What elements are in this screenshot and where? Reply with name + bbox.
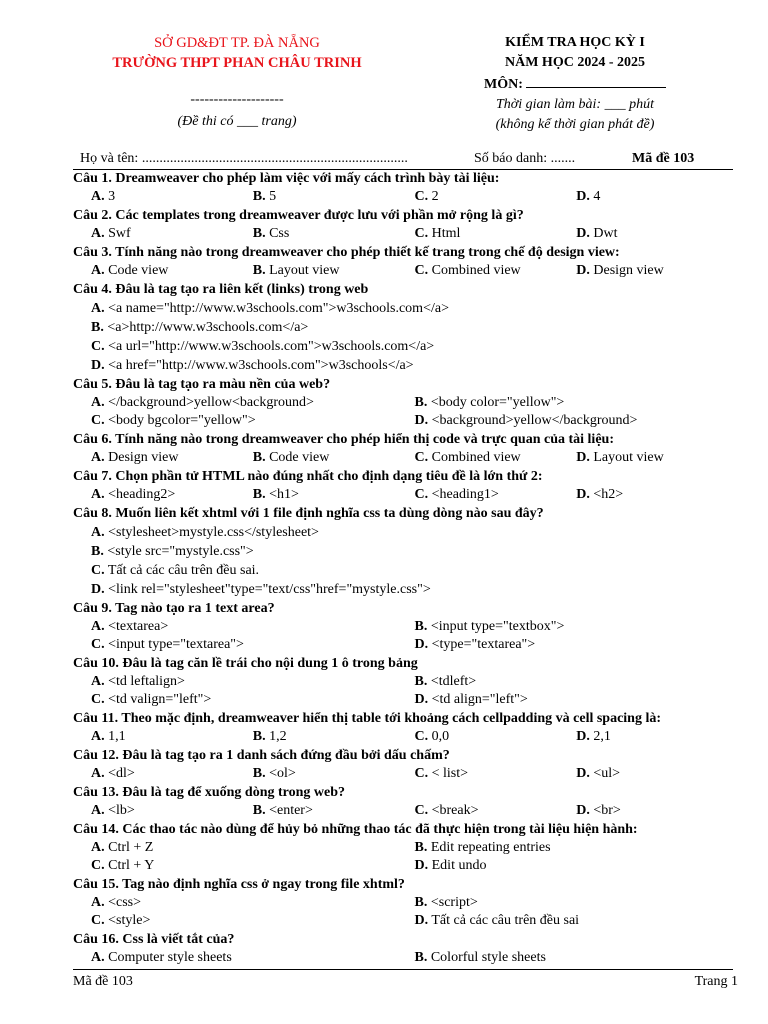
- answer-option: [91, 412, 415, 430]
- option-row: [73, 299, 738, 318]
- question-title: Câu 3. Tính năng nào trong dreamweaver cho phép thiết kế trang trong chế độ design view:: [73, 245, 620, 260]
- option-text: <input type="textarea">: [104, 637, 244, 652]
- option-text: 2,1: [589, 729, 611, 744]
- answer-option: [415, 912, 739, 930]
- question-2: [73, 207, 738, 243]
- option-letter: C.: [91, 858, 105, 873]
- option-letter: D.: [576, 803, 590, 818]
- question-16: [73, 931, 738, 967]
- option-letter: D.: [576, 729, 590, 744]
- option-letter: A.: [91, 674, 105, 689]
- answer-option: [415, 857, 739, 875]
- question-14: [73, 821, 738, 875]
- option-letter: C.: [91, 339, 105, 354]
- option-text: <break>: [428, 803, 479, 818]
- option-text: Design view: [589, 263, 664, 278]
- question-9: [73, 600, 738, 654]
- answer-option: [415, 802, 577, 820]
- option-letter: D.: [91, 582, 105, 597]
- option-row: [73, 318, 738, 337]
- option-letter: B.: [252, 189, 266, 204]
- option-text: 3: [104, 189, 116, 204]
- option-text: 5: [265, 189, 277, 204]
- header-right: [440, 33, 710, 135]
- option-letter: A.: [91, 619, 105, 634]
- answer-option: [91, 188, 253, 206]
- answer-option: [415, 691, 739, 709]
- answer-option: [91, 912, 415, 930]
- answer-option: [253, 765, 415, 783]
- answer-option: [576, 802, 738, 820]
- option-letter: D.: [414, 858, 429, 873]
- option-letter: B.: [91, 544, 104, 559]
- answer-option: [253, 262, 415, 280]
- answer-option: [415, 486, 577, 504]
- option-letter: D.: [576, 263, 590, 278]
- answer-option: [415, 449, 577, 467]
- option-row: [73, 486, 738, 504]
- question-title: Câu 9. Tag nào tạo ra 1 text area?: [73, 601, 275, 616]
- department-name: SỞ GD&ĐT TP. ĐÀ NẴNG: [154, 35, 320, 51]
- footer-divider: [73, 969, 733, 970]
- option-text: <type="textarea">: [428, 637, 536, 652]
- answer-option: [415, 728, 577, 746]
- question-13: [73, 784, 738, 820]
- option-text: Swf: [104, 226, 131, 241]
- option-row: [73, 912, 738, 930]
- option-text: <h2>: [589, 487, 624, 502]
- option-text: <td valign="left">: [104, 692, 212, 707]
- option-row: [73, 636, 738, 654]
- option-text: </background>yellow<background>: [104, 395, 314, 410]
- option-letter: A.: [91, 487, 105, 502]
- option-text: <link rel="stylesheet"type="text/css"href="mystyle.css">: [104, 582, 431, 597]
- option-letter: B.: [252, 450, 266, 465]
- option-letter: A.: [91, 729, 105, 744]
- option-letter: C.: [91, 692, 105, 707]
- option-text: <background>yellow</background>: [428, 413, 638, 428]
- header-left: [82, 33, 392, 132]
- option-letter: B.: [252, 487, 266, 502]
- option-letter: D.: [414, 413, 429, 428]
- option-letter: A.: [91, 226, 105, 241]
- option-letter: B.: [414, 895, 428, 910]
- footer-exam-code: Mã đề 103: [73, 974, 133, 989]
- answer-option: [576, 225, 738, 243]
- answer-option: [91, 857, 415, 875]
- answer-option: [91, 394, 415, 412]
- answer-option: [91, 618, 415, 636]
- option-text: Html: [428, 226, 461, 241]
- option-letter: A.: [91, 395, 105, 410]
- option-letter: C.: [91, 913, 105, 928]
- answer-option: [91, 839, 415, 857]
- question-title: Câu 13. Đâu là tag để xuống dòng trong web?: [73, 785, 346, 800]
- exam-code: Mã đề 103: [632, 151, 695, 166]
- option-text: <textarea>: [104, 619, 169, 634]
- answer-option: [91, 339, 434, 354]
- answer-option: [91, 949, 415, 967]
- answer-option: [415, 673, 739, 691]
- option-row: [73, 188, 738, 206]
- option-letter: C.: [91, 413, 105, 428]
- answer-option: [576, 262, 738, 280]
- option-text: <br>: [589, 803, 621, 818]
- answer-option: [91, 301, 449, 316]
- option-row: [73, 673, 738, 691]
- answer-option: [253, 728, 415, 746]
- option-letter: D.: [414, 913, 429, 928]
- option-letter: C.: [414, 450, 429, 465]
- option-letter: C.: [414, 766, 429, 781]
- question-title: Câu 16. Css là viết tắt của?: [73, 932, 235, 947]
- answer-option: [415, 188, 577, 206]
- option-letter: B.: [252, 226, 266, 241]
- question-title: Câu 6. Tính năng nào trong dreamweaver cho phép hiển thị code và trực quan của tài liệu:: [73, 432, 614, 447]
- option-text: <dl>: [104, 766, 135, 781]
- option-row: [73, 449, 738, 467]
- answer-option: [91, 225, 253, 243]
- question-11: [73, 710, 738, 746]
- question-4: [73, 281, 738, 375]
- option-letter: B.: [414, 840, 428, 855]
- option-letter: B.: [414, 395, 428, 410]
- school-name: TRƯỜNG THPT PHAN CHÂU TRINH: [112, 55, 362, 71]
- option-row: [73, 262, 738, 280]
- answer-option: [415, 894, 739, 912]
- option-text: Css: [265, 226, 290, 241]
- option-text: 1,2: [265, 729, 287, 744]
- question-1: [73, 170, 738, 206]
- option-text: <h1>: [265, 487, 299, 502]
- option-text: <css>: [104, 895, 142, 910]
- option-row: [73, 894, 738, 912]
- option-text: Code view: [265, 450, 330, 465]
- answer-option: [91, 802, 253, 820]
- question-15: [73, 876, 738, 930]
- option-letter: D.: [91, 358, 105, 373]
- option-letter: B.: [414, 619, 428, 634]
- option-text: <body bgcolor="yellow">: [104, 413, 256, 428]
- question-12: [73, 747, 738, 783]
- option-text: Combined view: [428, 450, 521, 465]
- answer-option: [415, 765, 577, 783]
- option-letter: C.: [414, 729, 429, 744]
- option-text: Colorful style sheets: [427, 950, 546, 965]
- answer-option: [253, 188, 415, 206]
- option-letter: D.: [414, 692, 429, 707]
- option-letter: C.: [414, 263, 429, 278]
- answer-option: [91, 636, 415, 654]
- option-text: Computer style sheets: [104, 950, 232, 965]
- question-6: [73, 431, 738, 467]
- question-title: Câu 12. Đâu là tag tạo ra 1 danh sách đứng đầu bởi dấu chấm?: [73, 748, 450, 763]
- question-title: Câu 1. Dreamweaver cho phép làm việc với mấy cách trình bày tài liệu:: [73, 171, 500, 186]
- answer-option: [576, 188, 738, 206]
- question-title: Câu 5. Đâu là tag tạo ra màu nền của web?: [73, 377, 331, 392]
- option-text: 1,1: [104, 729, 126, 744]
- option-text: Layout view: [589, 450, 664, 465]
- question-title: Câu 2. Các templates trong dreamweaver được lưu với phần mở rộng là gì?: [73, 208, 524, 223]
- question-title: Câu 11. Theo mặc định, dreamweaver hiển thị table tới khoảng cách cellpadding và cell spacing là:: [73, 711, 662, 726]
- option-text: <style src="mystyle.css">: [103, 544, 254, 559]
- option-letter: D.: [414, 637, 429, 652]
- option-text: Combined view: [428, 263, 521, 278]
- option-row: [73, 394, 738, 412]
- exam-title: KIỂM TRA HỌC KỲ I: [505, 35, 645, 50]
- answer-option: [415, 618, 739, 636]
- option-text: <lb>: [104, 803, 135, 818]
- option-letter: A.: [91, 895, 105, 910]
- option-row: [73, 802, 738, 820]
- question-5: [73, 376, 738, 430]
- subject-line: [440, 73, 710, 95]
- option-text: <body color="yellow">: [427, 395, 565, 410]
- pages-note: (Đề thi có ___ trang): [177, 114, 297, 129]
- time-note-2: (không kể thời gian phát đề): [495, 117, 655, 132]
- option-text: <script>: [427, 895, 478, 910]
- option-text: <heading1>: [428, 487, 499, 502]
- school-year: NĂM HỌC 2024 - 2025: [505, 55, 645, 70]
- option-letter: A.: [91, 766, 105, 781]
- question-title: Câu 8. Muốn liên kết xhtml với 1 file định nghĩa css ta dùng dòng nào sau đây?: [73, 506, 544, 521]
- option-letter: D.: [576, 189, 590, 204]
- option-row: [73, 691, 738, 709]
- option-text: <td leftalign>: [104, 674, 185, 689]
- option-letter: A.: [91, 525, 105, 540]
- candidate-number-label: Số báo danh: .......: [474, 151, 576, 166]
- option-text: <a name="http://www.w3schools.com">w3schools.com</a>: [104, 301, 449, 316]
- answer-option: [91, 449, 253, 467]
- option-text: Edit undo: [428, 858, 487, 873]
- option-letter: B.: [91, 320, 104, 335]
- answer-option: [91, 765, 253, 783]
- answer-option: [576, 449, 738, 467]
- option-row: [73, 949, 738, 967]
- option-letter: A.: [91, 189, 105, 204]
- option-row: [73, 561, 738, 580]
- option-letter: D.: [576, 487, 590, 502]
- option-row: [73, 728, 738, 746]
- option-letter: D.: [576, 766, 590, 781]
- answer-option: [253, 449, 415, 467]
- question-title: Câu 10. Đâu là tag căn lề trái cho nội dung 1 ô trong bảng: [73, 656, 418, 671]
- subject-blank: [526, 73, 666, 88]
- option-letter: C.: [91, 563, 105, 578]
- answer-option: [415, 839, 739, 857]
- option-text: Layout view: [265, 263, 340, 278]
- option-text: <td align="left">: [428, 692, 528, 707]
- option-letter: A.: [91, 450, 105, 465]
- question-7: [73, 468, 738, 504]
- option-row: [73, 857, 738, 875]
- option-letter: C.: [91, 637, 105, 652]
- option-text: <a url="http://www.w3schools.com">w3schools.com</a>: [104, 339, 435, 354]
- option-text: Ctrl + Y: [104, 858, 155, 873]
- option-text: Design view: [104, 450, 179, 465]
- answer-option: [576, 728, 738, 746]
- option-letter: B.: [252, 263, 266, 278]
- option-text: <stylesheet>mystyle.css</stylesheet>: [104, 525, 319, 540]
- question-title: Câu 15. Tag nào định nghĩa css ở ngay trong file xhtml?: [73, 877, 405, 892]
- answer-option: [91, 262, 253, 280]
- question-3: [73, 244, 738, 280]
- answer-option: [91, 728, 253, 746]
- option-text: <ul>: [589, 766, 621, 781]
- question-title: Câu 4. Đâu là tag tạo ra liên kết (links) trong web: [73, 282, 369, 297]
- option-text: 0,0: [428, 729, 450, 744]
- option-text: 2: [428, 189, 439, 204]
- question-list: [73, 170, 738, 968]
- option-text: <enter>: [265, 803, 313, 818]
- answer-option: [415, 225, 577, 243]
- option-letter: A.: [91, 840, 105, 855]
- option-letter: D.: [576, 226, 590, 241]
- option-letter: D.: [576, 450, 590, 465]
- option-letter: C.: [414, 487, 429, 502]
- option-letter: C.: [414, 803, 429, 818]
- option-text: <heading2>: [104, 487, 176, 502]
- option-row: [73, 412, 738, 430]
- option-row: [73, 225, 738, 243]
- time-note: Thời gian làm bài: ___ phút: [496, 97, 654, 112]
- option-letter: B.: [252, 803, 266, 818]
- option-text: <a>http://www.w3schools.com</a>: [103, 320, 309, 335]
- answer-option: [91, 673, 415, 691]
- answer-option: [415, 636, 739, 654]
- question-title: Câu 7. Chọn phần tử HTML nào đúng nhất cho định dạng tiêu đề là lớn thứ 2:: [73, 469, 543, 484]
- option-letter: B.: [414, 674, 428, 689]
- option-row: [73, 523, 738, 542]
- option-letter: B.: [252, 729, 266, 744]
- option-row: [73, 337, 738, 356]
- option-text: < list>: [428, 766, 469, 781]
- option-letter: B.: [252, 766, 266, 781]
- question-8: [73, 505, 738, 599]
- option-row: [73, 580, 738, 599]
- option-text: <tdleft>: [427, 674, 477, 689]
- answer-option: [253, 486, 415, 504]
- answer-option: [576, 765, 738, 783]
- option-text: Dwt: [589, 226, 618, 241]
- option-text: Edit repeating entries: [427, 840, 551, 855]
- option-text: <ol>: [265, 766, 296, 781]
- answer-option: [91, 544, 254, 559]
- option-letter: C.: [414, 226, 429, 241]
- option-row: [73, 839, 738, 857]
- answer-option: [415, 394, 739, 412]
- option-row: [73, 542, 738, 561]
- answer-option: [253, 225, 415, 243]
- option-text: Code view: [104, 263, 169, 278]
- answer-option: [91, 525, 319, 540]
- answer-option: [91, 358, 414, 373]
- option-letter: B.: [414, 950, 428, 965]
- answer-option: [415, 262, 577, 280]
- option-text: Ctrl + Z: [104, 840, 154, 855]
- question-10: [73, 655, 738, 709]
- answer-option: [91, 582, 431, 597]
- option-text: <style>: [104, 913, 151, 928]
- answer-option: [91, 691, 415, 709]
- question-title: Câu 14. Các thao tác nào dùng để hủy bỏ những thao tác đã thực hiện trong tài liệu hiện hành:: [73, 822, 638, 837]
- answer-option: [91, 320, 308, 335]
- answer-option: [91, 563, 259, 578]
- answer-option: [91, 486, 253, 504]
- option-text: Tất cả các câu trên đều sai: [428, 913, 580, 928]
- option-row: [73, 356, 738, 375]
- option-letter: C.: [414, 189, 429, 204]
- answer-option: [415, 949, 739, 967]
- option-letter: A.: [91, 263, 105, 278]
- student-info-row: [80, 150, 720, 168]
- option-letter: A.: [91, 950, 105, 965]
- answer-option: [576, 486, 738, 504]
- student-name-label: Họ và tên: ............................................................................: [80, 151, 408, 166]
- page-number: Trang 1: [694, 974, 738, 989]
- option-text: <input type="textbox">: [427, 619, 565, 634]
- answer-option: [91, 894, 415, 912]
- answer-option: [253, 802, 415, 820]
- option-letter: A.: [91, 301, 105, 316]
- option-row: [73, 765, 738, 783]
- option-text: 4: [589, 189, 601, 204]
- option-text: Tất cả các câu trên đều sai.: [104, 563, 260, 578]
- option-row: [73, 618, 738, 636]
- answer-option: [415, 412, 739, 430]
- subject-label: MÔN:: [484, 77, 523, 92]
- header-separator: --------------------: [190, 92, 284, 107]
- option-text: <a href="http://www.w3schools.com">w3schools</a>: [104, 358, 414, 373]
- option-letter: A.: [91, 803, 105, 818]
